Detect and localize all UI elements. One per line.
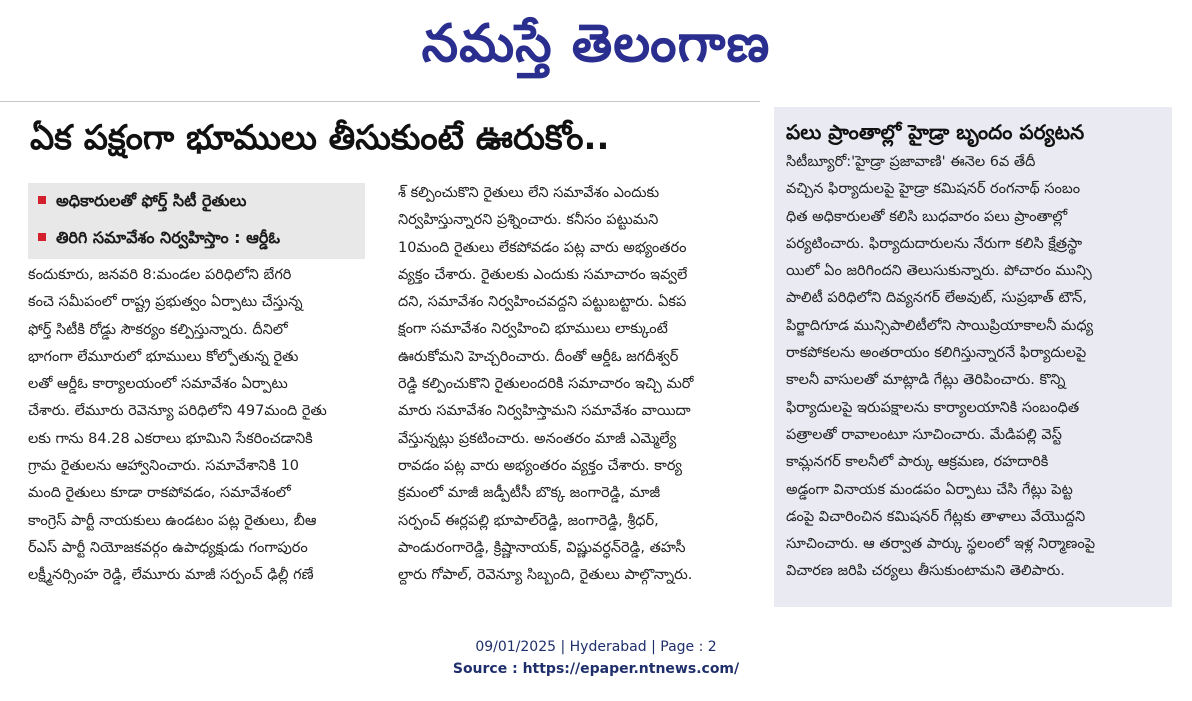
text-line: మారు సమావేశం నిర్వహిస్తామని సమావేశం వాయిదా xyxy=(398,403,691,420)
text-line: శ్ కల్పించుకొని రైతులు లేని సమావేశం ఎందుకు xyxy=(398,185,660,201)
text-line: కామ్లనగర్ కాలనీలో పార్కు ఆక్రమణ, రహదారికి xyxy=(786,454,1049,471)
text-line: పర్యటించారు. ఫిర్యాదుదారులను నేరుగా కలిసి క్షేత్రస్థా xyxy=(786,235,1083,252)
subhead-item xyxy=(38,186,358,216)
text-line: పాలిటీ పరిధిలోని దివ్యనగర్ లేఅవుట్, సుప్రభాత్ టౌన్, xyxy=(786,290,1087,307)
text-line: రాకపోకలను అంతరాయం కలిగిస్తున్నారనే ఫిర్యాదులపై xyxy=(786,345,1087,362)
text-line: సూచించారు. ఆ తర్వాత పార్కు స్థలంలో ఇళ్ల నిర్మాణంపై xyxy=(786,536,1096,553)
text-line: పత్రాలతో రావాలంటూ సూచించారు. మేడిపల్లి వెస్ట్ xyxy=(786,426,1062,443)
text-line: కందుకూరు, జనవరి 8:మండల పరిధిలోని బేగరి xyxy=(28,267,292,283)
newspaper-logo: నమస్తే తెలంగాణ xyxy=(421,14,771,74)
subhead-text: అధికారులతో ఫోర్త్ సిటీ రైతులు xyxy=(56,191,247,210)
bullet-icon xyxy=(38,233,46,241)
text-line: ఫోర్త్ సిటీకి రోడ్డు సౌకర్యం కల్పిస్తున్నారు. దీనిలో xyxy=(28,321,288,338)
text-line: డంపై విచారించిన కమిషనర్ గేట్లకు తాళాలు వేయొద్దని xyxy=(786,508,1086,525)
text-line: పాండురంగారెడ్డి, క్రిష్ణానాయక్, విష్ణువర్ధన్‌రెడ్డి, తహసీ xyxy=(398,539,686,556)
text-line: మంది రైతులు కూడా రాకపోవడం, సమావేశంలో xyxy=(28,485,291,502)
source-link[interactable]: Source : https://epaper.ntnews.com/ xyxy=(452,661,740,677)
text-line: పిర్జాదిగూడ మున్సిపాలిటీలోని సాయిప్రియాకాలనీ మధ్య xyxy=(786,317,1094,334)
text-line: ర్ఎస్ పార్టీ నియోజకవర్గం ఉపాధ్యక్షుడు గంగాపురం xyxy=(28,539,308,556)
edition-info: 09/01/2025 | Hyderabad | Page : 2 xyxy=(475,639,717,655)
text-line: యిలో ఏం జరిగిందని తెలుసుకున్నారు. పోచారం మున్సి xyxy=(786,263,1092,280)
text-line: ల్దారు గోపాల్, రెవెన్యూ సిబ్బంది, రైతులు పాల్గొన్నారు. xyxy=(398,567,693,584)
masthead xyxy=(0,0,1192,90)
text-line: అడ్డంగా వినాయక మండపం ఏర్పాటు చేసి గేట్లు పెట్ట xyxy=(786,481,1073,498)
divider xyxy=(0,101,760,102)
text-line: రావడం పట్ల వారు అభ్యంతరం వ్యక్తం చేశారు. కార్య xyxy=(398,457,683,474)
text-line: ఊరుకోమని హెచ్చరించారు. దీంతో ఆర్డీఓ జగదీశ్వర్ xyxy=(398,348,679,365)
text-line: వేస్తున్నట్లు ప్రకటించారు. అనంతరం మాజీ ఎమ్మెల్యే xyxy=(398,430,677,447)
text-line: చేశారు. లేమూరు రెవెన్యూ పరిధిలోని 497మంది రైతు xyxy=(28,403,327,420)
text-line: ఫిర్యాదులపై ఇరుపక్షాలను కార్యాలయానికి సంబంధిత xyxy=(786,399,1080,416)
text-line: 10మంది రైతులు లేకపోవడం పట్ల వారు అభ్యంతరం xyxy=(398,239,687,256)
text-line: సర్పంచ్ ఈర్లపల్లి భూపాల్‌రెడ్డి, జంగారెడ్డి, శ్రీధర్, xyxy=(398,512,659,529)
text-line: లకు గాను 84.28 ఎకరాలు భూమిని సేకరించడానికి xyxy=(28,430,313,447)
page-footer xyxy=(0,636,1192,680)
text-line: రెడ్డి కల్పించుకొని రైతులందరికి సమాచారం ఇచ్చి మరో xyxy=(398,376,694,393)
text-line: దని, సమావేశం నిర్వహించవద్దని పట్టుబట్టారు. ఏకప xyxy=(398,294,687,311)
subhead-box xyxy=(28,183,365,259)
text-line: భాగంగా లేమూరులో భూములు కోల్పోతున్న రైతు xyxy=(28,348,299,365)
text-line: క్రమంలో మాజీ జడ్పీటీసీ బొక్క జంగారెడ్డి, మాజీ xyxy=(398,485,661,502)
text-line: కాలనీ వాసులతో మాట్లాడి గేట్లు తెరిపించారు. కొన్ని xyxy=(786,372,1066,389)
sidebar-body xyxy=(786,149,1164,586)
text-line: కంచె సమీపంలో రాష్ట్ర ప్రభుత్వం ఏర్పాటు చేస్తున్న xyxy=(28,294,303,311)
text-line: గ్రామ రైతులను ఆహ్వానించారు. సమావేశానికి 10 xyxy=(28,458,300,475)
bullet-icon xyxy=(38,196,46,204)
subhead-text: తిరిగి సమావేశం నిర్వహిస్తాం : ఆర్డీఓ xyxy=(56,228,281,247)
text-line: వ్యక్తం చేశారు. రైతులకు ఎందుకు సమాచారం ఇవ్వలే xyxy=(398,266,688,283)
subhead-item xyxy=(38,223,358,253)
text-line: క్షంగా సమావేశం నిర్వహించి భూములు లాక్కుంటే xyxy=(398,321,668,338)
text-line: లతో ఆర్డీఓ కార్యాలయంలో సమావేశం ఏర్పాటు xyxy=(28,376,288,393)
text-line: వచ్చిన ఫిర్యాదులపై హైడ్రా కమిషనర్ రంగనాథ్ సంబం xyxy=(786,181,1081,198)
text-line: నిర్వహిస్తున్నారని ప్రశ్నించారు. కనీసం పట్టుమని xyxy=(398,212,659,229)
text-line: ధిత అధికారులతో కలిసి బుధవారం పలు ప్రాంతాల్లో xyxy=(786,208,1068,225)
text-line: కాంగ్రెస్ పార్టీ నాయకులు ఉండటం పట్ల రైతులు, బీఆ xyxy=(28,512,317,529)
text-line: విచారణ జరిపి చర్యలు తీసుకుంటామని తెలిపారు. xyxy=(786,563,1065,580)
text-line: సిటీబ్యూరో:'హైడ్రా ప్రజావాణి' ఈనెల 6వ తేదీ xyxy=(786,154,1036,170)
article-headline: ఏక పక్షంగా భూములు తీసుకుంటే ఊరుకోం.. xyxy=(30,118,610,158)
sidebar-article xyxy=(774,107,1172,607)
article-column-2 xyxy=(398,180,760,589)
sidebar-headline: పలు ప్రాంతాల్లో హైడ్రా బృందం పర్యటన xyxy=(786,120,1085,144)
text-line: లక్ష్మీనర్సింహ రెడ్డి, లేమూరు మాజీ సర్పంచ్ ఢిల్లీ గణే xyxy=(28,567,314,584)
article-column-1 xyxy=(28,262,383,590)
